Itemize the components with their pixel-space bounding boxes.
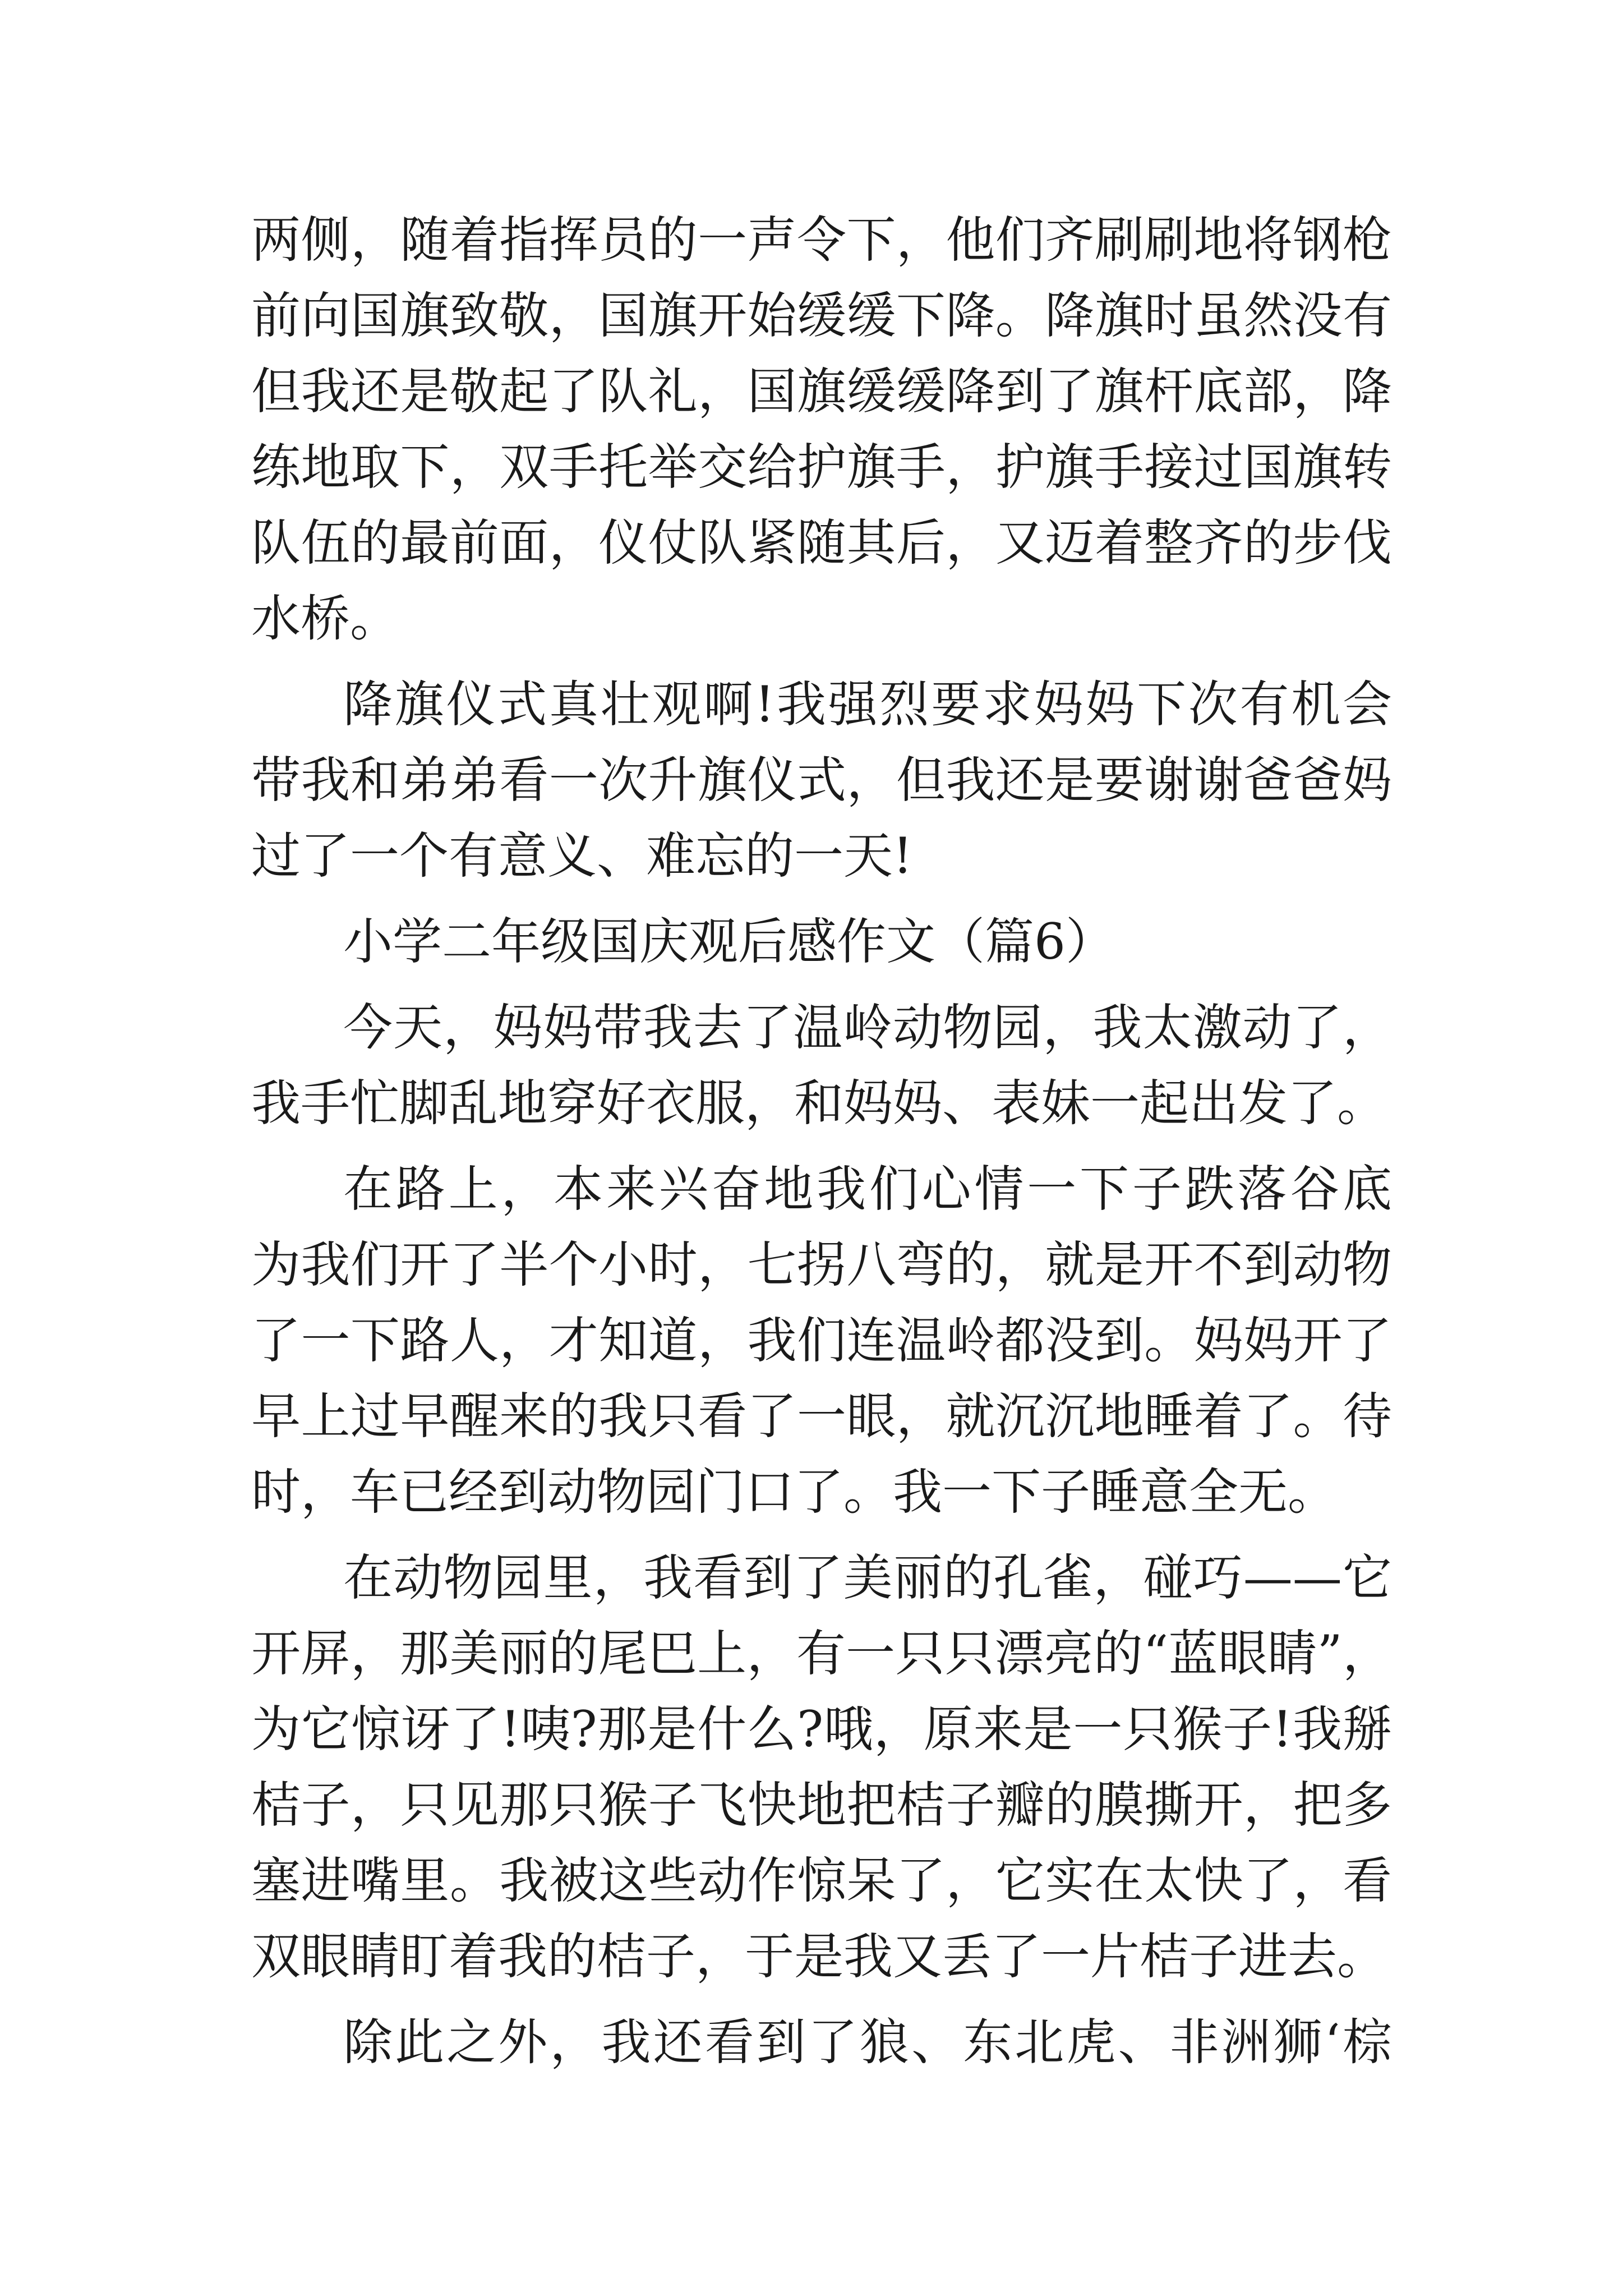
paragraph-line: 了一下路人，才知道，我们连温岭都没到。妈妈开了 [251,1312,1392,1369]
paragraph-line: 练地取下，双手托举交给护旗手，护旗手接过国旗转 [251,438,1392,496]
paragraph-line: 但我还是敬起了队礼，国旗缓缓降到了旗杆底部，降 [251,362,1392,420]
paragraph-line: 带我和弟弟看一次升旗仪式，但我还是要谢谢爸爸妈 [251,751,1392,809]
paragraph-line: 水桥。 [251,590,400,647]
paragraph-line: 除此之外，我还看到了狼、东北虎、非洲狮‘棕 [343,2013,1392,2071]
paragraph-line: 过了一个有意义、难忘的一天! [251,827,913,885]
document-body [251,202,1392,2080]
paragraph-line: 降旗仪式真壮观啊!我强烈要求妈妈下次有机会 [343,675,1392,733]
paragraph-line: 塞进嘴里。我被这些动作惊呆了，它实在太快了，看 [251,1852,1392,1910]
section-heading: 小学二年级国庆观后感作文（篇6） [343,913,1115,970]
paragraph-line: 开屏，那美丽的尾巴上，有一只只漂亮的“蓝眼睛”， [251,1625,1392,1682]
paragraph-line: 为它惊讶了!咦?那是什么?哦，原来是一只猴子!我掰 [251,1700,1392,1758]
paragraph-line: 前向国旗致敬，国旗开始缓缓下降。降旗时虽然没有 [251,287,1392,344]
paragraph-line: 我手忙脚乱地穿好衣服，和妈妈、表妹一起出发了。 [251,1074,1387,1132]
paragraph-line: 时，车已经到动物园门口了。我一下子睡意全无。 [251,1463,1338,1521]
paragraph-line: 桔子，只见那只猴子飞快地把桔子瓣的膜撕开，把多 [251,1776,1392,1834]
paragraph-line: 早上过早醒来的我只看了一眼，就沉沉地睡着了。待 [251,1387,1392,1445]
paragraph-line: 队伍的最前面，仪仗队紧随其后，又迈着整齐的步伐 [251,514,1392,572]
paragraph-line: 在动物园里，我看到了美丽的孔雀，碰巧——它 [343,1549,1392,1607]
paragraph-line: 今天，妈妈带我去了温岭动物园，我太激动了， [343,999,1392,1056]
paragraph-line: 在路上，本来兴奋地我们心情一下子跌落谷底 [343,1160,1392,1218]
paragraph-line: 双眼睛盯着我的桔子，于是我又丢了一片桔子进去。 [251,1927,1387,1985]
paragraph-line: 两侧，随着指挥员的一声令下，他们齐刷刷地将钢枪 [251,211,1392,269]
paragraph-line: 为我们开了半个小时，七拐八弯的，就是开不到动物 [251,1236,1392,1294]
